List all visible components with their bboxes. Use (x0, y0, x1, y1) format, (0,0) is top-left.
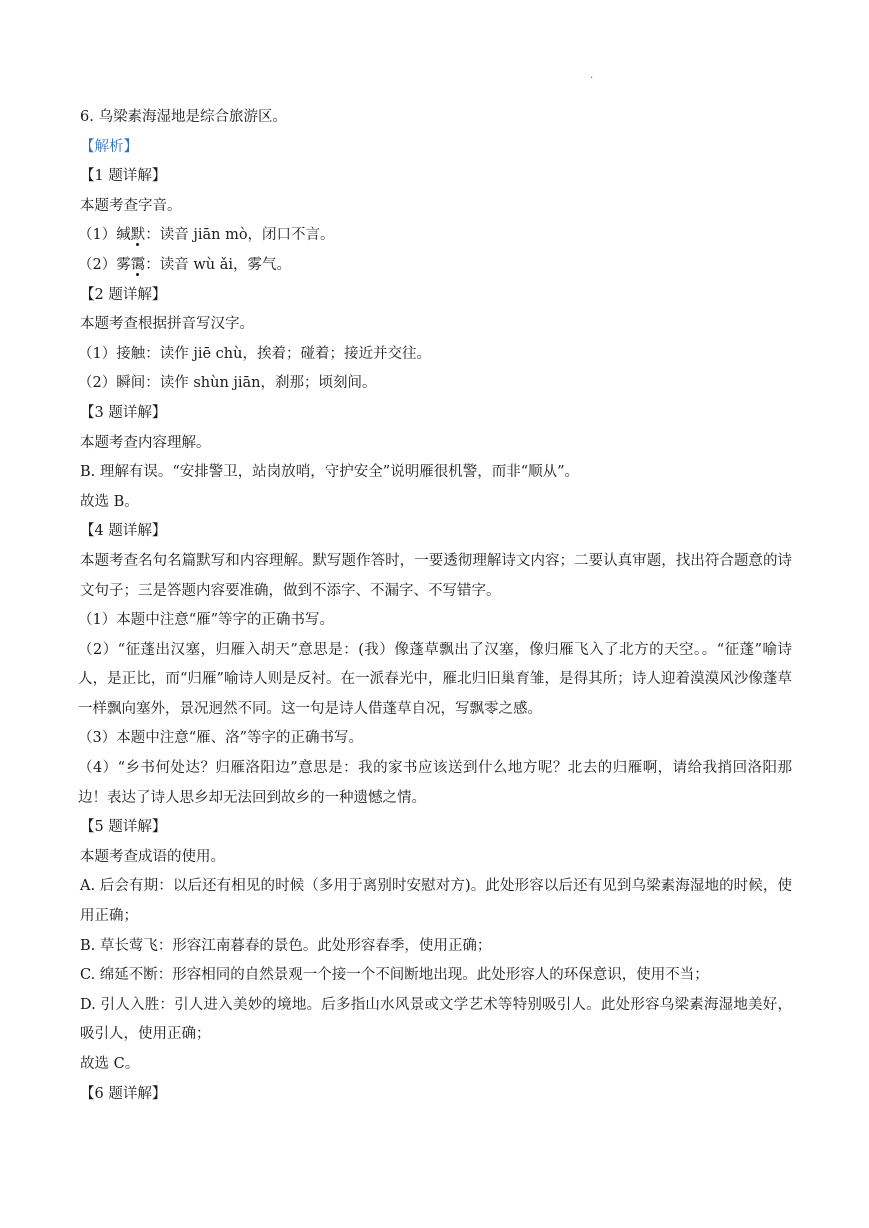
section-2-item-1: （1）接触：读作 jiē chù，挨着；碰着；接近并交往。 (78, 345, 431, 362)
section-1-item-1 (78, 221, 792, 251)
section-4-intro: 本题考查名句名篇默写和内容理解。默写题作答时，一要透彻理解诗文内容；二要认真审题，找出符合题意的诗文句子；三是答题内容要准确，做到不添字、不漏字、不写错字。 (80, 552, 792, 599)
section-4-item-2: （2）“征蓬出汉塞，归雁入胡天”意思是：(我）像蓬草飘出了汉塞，像归雁飞入了北方的天空。。“征蓬”喻诗人，是正比，而“归雁”喻诗人则是反衬。在一派春光中，雁北归旧巢育雏，是得其所；诗人迎着漠漠风沙像蓬草一样飘向塞外，景况迥然不同。这一句是诗人借蓬草自况，写飘零之感。 (78, 641, 792, 717)
section-5-option-d: D. 引人入胜：引人进入美妙的境地。后多指山水风景或文学艺术等特别吸引人。此处形容乌梁素海湿地美好，吸引人，使用正确； (80, 996, 792, 1043)
section-4-item-1: （1）本题中注意“雁”等字的正确书写。 (78, 612, 335, 629)
item-text-pre: （1）缄 (78, 227, 131, 244)
section-3-intro: 本题考查内容理解。 (80, 434, 211, 451)
section-5-option-a: A. 后会有期：以后还有相见的时候（多用于离别时安慰对方)。此处形容以后还有见到乌梁素海湿地的时候，使用正确； (80, 878, 792, 925)
item-text-post: ：读音 wù ǎi，雾气。 (145, 256, 291, 273)
section-1-intro: 本题考查字音。 (80, 197, 182, 214)
section-5-option-b: B. 草长莺飞：形容江南暮春的景色。此处形容春季，使用正确； (80, 937, 492, 954)
section-4-item-4: （4）“乡书何处达？归雁洛阳边”意思是：我的家书应该送到什么地方呢？北去的归雁啊，请给我捎回洛阳那边！表达了诗人思乡却无法回到故乡的一种遗憾之情。 (78, 760, 792, 806)
emphasis-dot-char: 霭 (130, 256, 146, 273)
analysis-label: 【解析】 (80, 138, 138, 155)
section-4-item-3: （3）本题中注意“雁、洛”等字的正确书写。 (78, 730, 364, 747)
item-text-pre: （2）雾 (78, 256, 131, 273)
section-3-option-b: B. 理解有误。“安排警卫，站岗放哨，守护安全”说明雁很机警，而非“顺从”。 (80, 464, 580, 481)
section-5-heading: 【5 题详解】 (80, 819, 167, 836)
answer-content (80, 103, 792, 1109)
section-2-item-2: （2）瞬间：读作 shùn jiān，刹那；顷刻间。 (78, 375, 377, 392)
section-1-item-2 (78, 251, 792, 281)
question-6-title: 6. 乌梁素海湿地是综合旅游区。 (80, 109, 287, 125)
emphasis-dot-char: 默 (130, 227, 146, 244)
section-5-option-c: C. 绵延不断：形容相同的自然景观一个接一个不间断地出现。此处形容人的环保意识，使用不当； (80, 967, 709, 984)
section-2-intro: 本题考查根据拼音写汉字。 (80, 316, 254, 333)
section-2-heading: 【2 题详解】 (80, 286, 167, 303)
section-6-heading: 【6 题详解】 (80, 1085, 167, 1102)
section-4-heading: 【4 题详解】 (80, 523, 167, 540)
section-3-heading: 【3 题详解】 (80, 404, 167, 421)
section-3-answer: 故选 B。 (80, 493, 139, 510)
header-dot: . (590, 70, 594, 81)
section-5-answer: 故选 C。 (80, 1056, 140, 1072)
section-1-heading: 【1 题详解】 (80, 168, 167, 185)
section-5-intro: 本题考查成语的使用。 (80, 848, 225, 865)
item-text-post: ：读音 jiān mò，闭口不言。 (145, 227, 335, 244)
